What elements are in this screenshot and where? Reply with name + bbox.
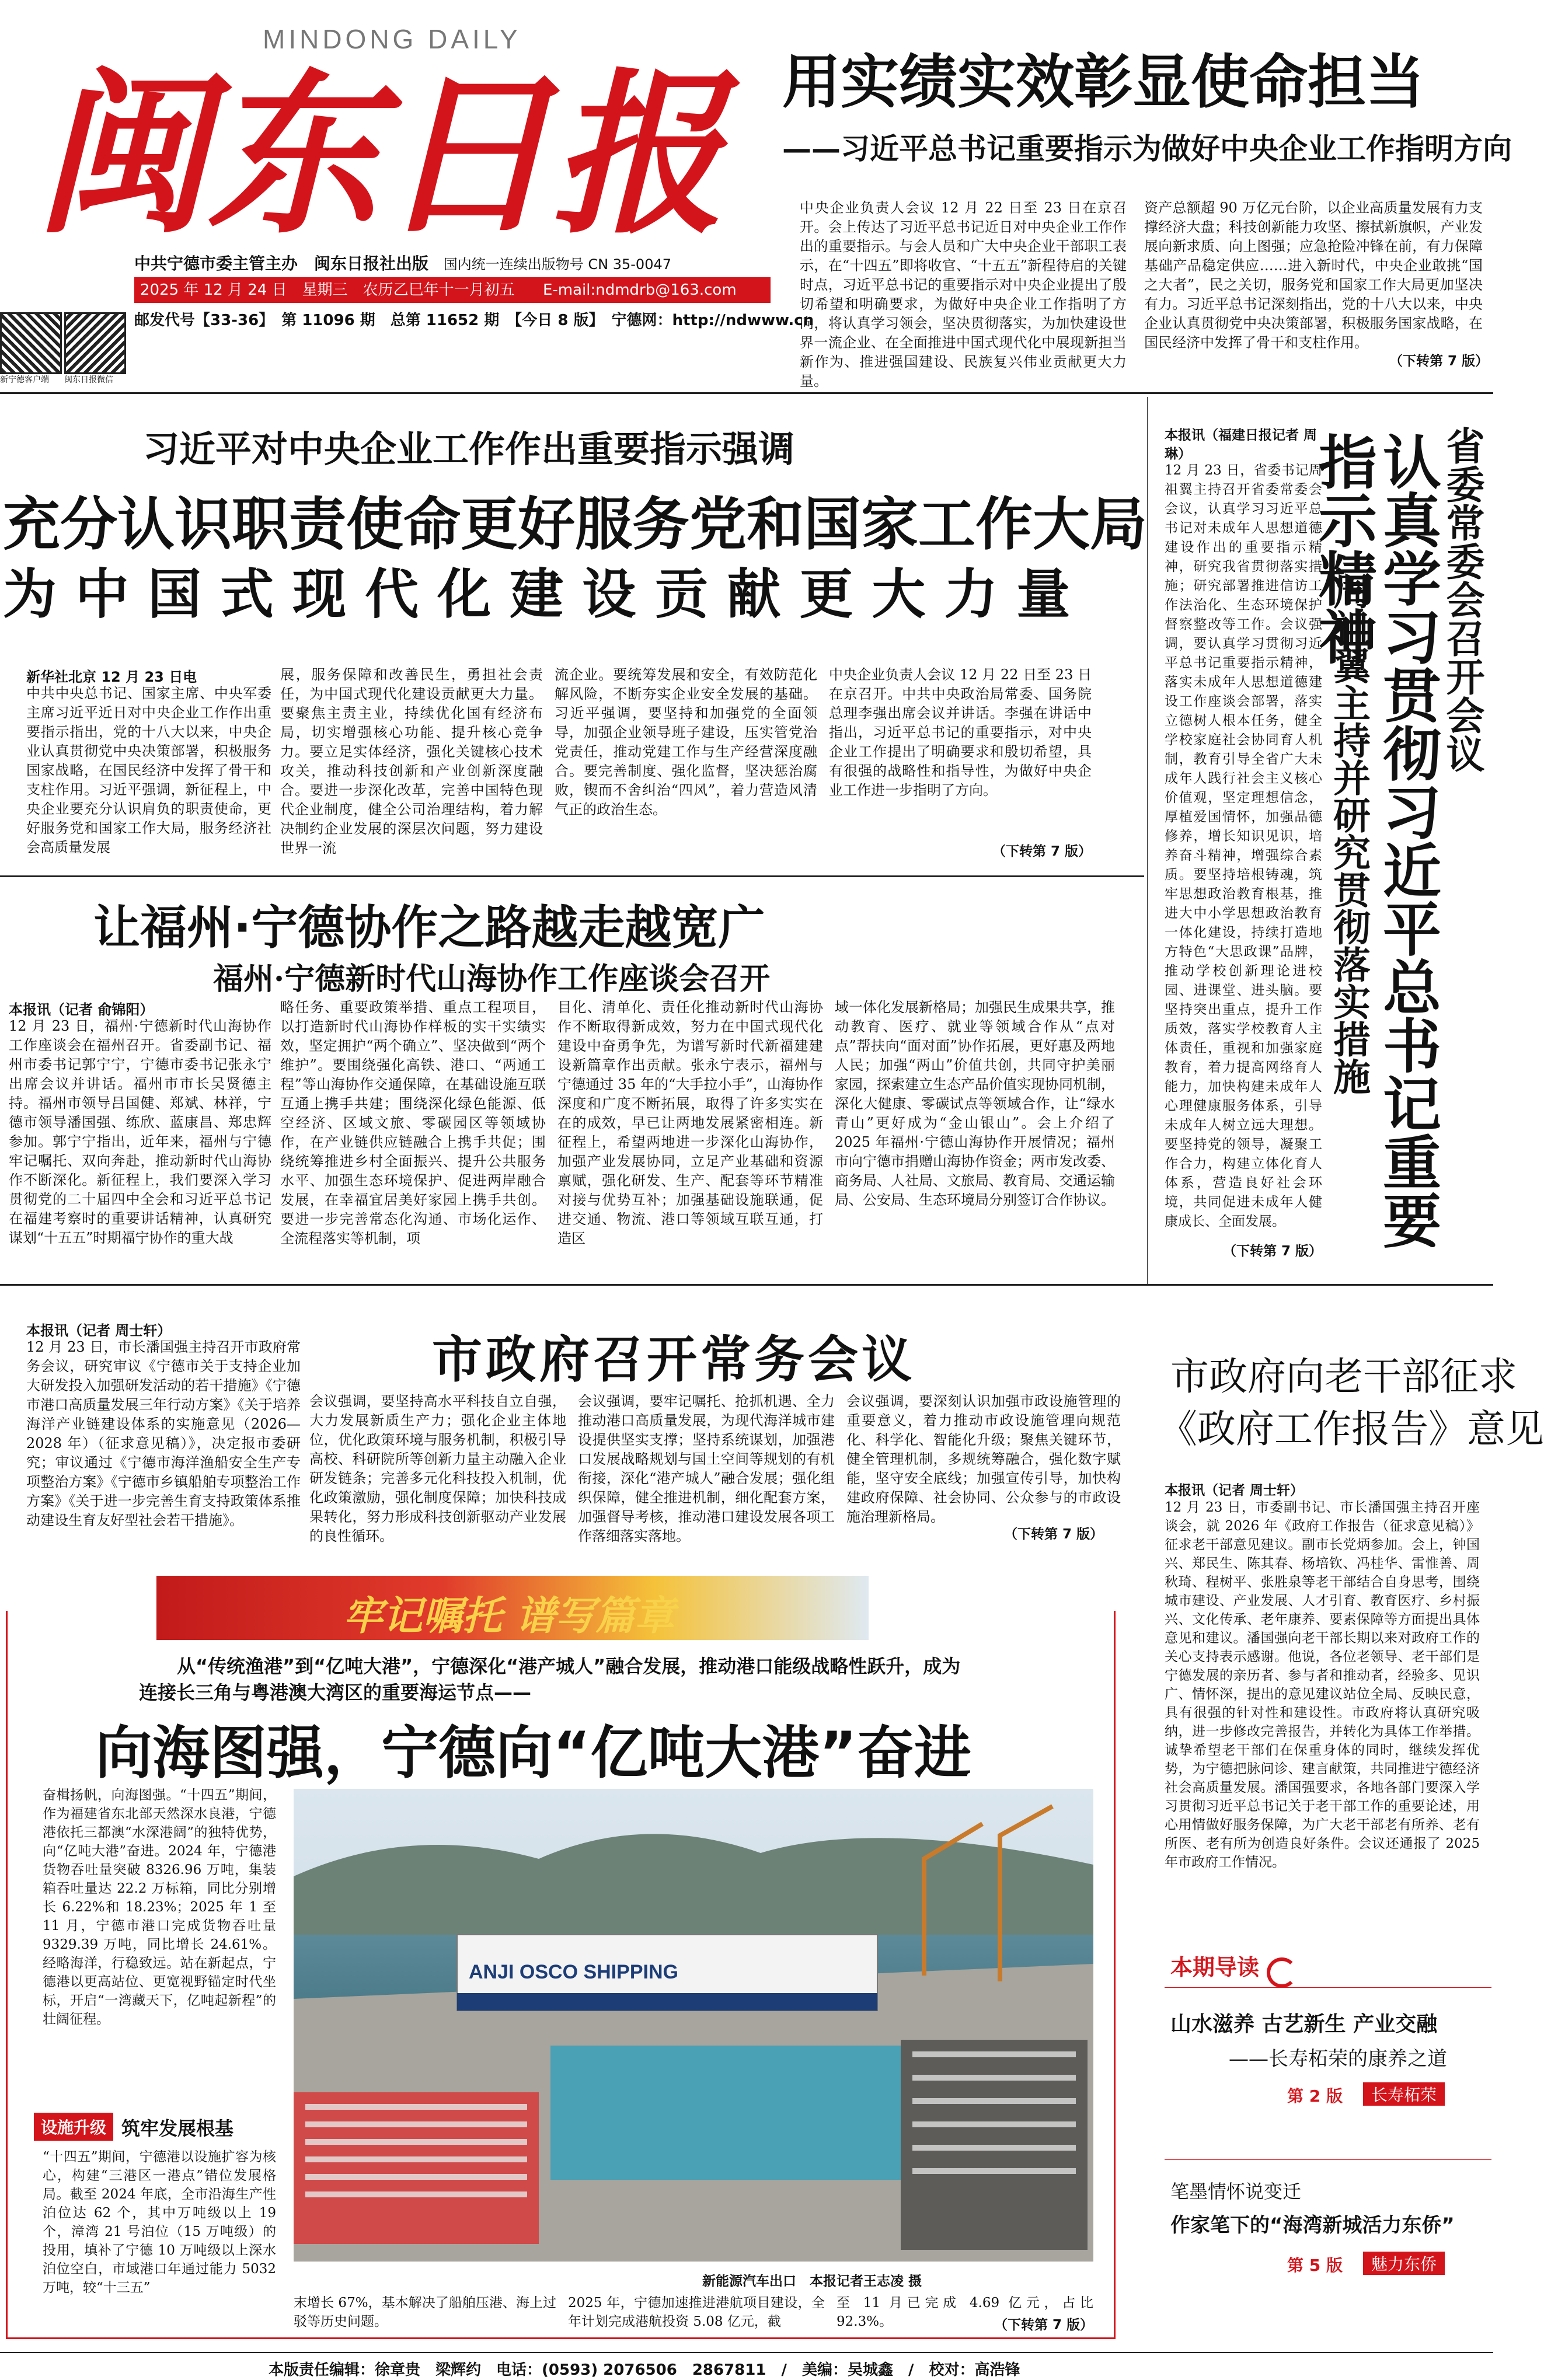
guide-item-1-page: 第 2 版 bbox=[1287, 2086, 1343, 2106]
feature-section-title: 筑牢发展根基 bbox=[121, 2117, 234, 2140]
cadres-headline-2: 《政府工作报告》意见 bbox=[1159, 1407, 1544, 1451]
council-column-3: 会议强调，要牢记嘱托、抢抓机遇、全力推动港口高质量发展，为现代海洋城市建设提供坚实支撑；坚持系统谋划，加强港口发展战略规划与国土空间等规划的有机衔接，深化“港产城人”融合发展；强化组织保障，健全推进机制，细化配套方案，加强督导考核，推动港口建设发展各项工作落细落实落地。 bbox=[578, 1393, 835, 1544]
date-line: 2025 年 12 月 24 日 星期三 农历乙巳年十一月初五 bbox=[140, 281, 515, 299]
guide-item-2-title: 作家笔下的“海湾新城活力东侨” bbox=[1170, 2214, 1455, 2237]
main-column-4: 中央企业负责人会议 12 月 22 日至 23 日在京召开。中共中央政治局常委、国务院总理李强出席会议并讲话。李强在讲话中指出，习近平总书记的重要指示，对中央企业工作提出了明确要求和殷切希望，具有很强的战略性和指导性，为做好中央企业工作进一步指明了方向。 bbox=[829, 666, 1092, 798]
feature-banner bbox=[156, 1576, 869, 1640]
council-dateline: 本报讯（记者 周士轩） bbox=[26, 1322, 172, 1339]
port-photo-illustration bbox=[294, 1789, 1093, 2262]
main-dateline: 新华社北京 12 月 23 日电 bbox=[26, 669, 197, 685]
province-headline: 认真学习贯彻习近平总书记重要指示精神 bbox=[1309, 432, 1441, 1249]
masthead-logo-calligraphy bbox=[35, 41, 743, 257]
feature-column-1: 奋楫扬帆，向海图强。“十四五”期间，作为福建省东北部天然深水良港，宁德港依托三都澳“水深港阔”的独特优势，向“亿吨大港”奋进。2024 年，宁德港货物吞吐量突破 8326.96 万吨，集装箱吞吐量达 22.2 万标箱，同比分别增长 6.22%和 18.23%；2025 年 1 至 11 月，宁德市港口完成货物吞吐量 9329.39 万吨，同比增长 24.61%。经略海洋，行稳致远。站在新起点，宁德港以更高站位、更宽视野锚定时代坐标，开启“一湾藏天下，亿吨起新程”的壮阔征程。 bbox=[43, 1788, 276, 2027]
lead-column-1: 中央企业负责人会议 12 月 22 日至 23 日在京召开。会上传达了习近平总书记近日对中央企业工作作出的重要指示。与会人员和广大中央企业干部职工表示，在“十四五”即将收官、“十五五”新程待启的关键时点，习近平总书记的重要指示对中央企业提出了殷切希望和明确要求，为做好中央企业工作指明了方向，将认真学习领会，坚决贯彻落实，为加快建设世界一流企业、在全面推进中国式现代化中展现新担当新作为、推进强国建设、民族复兴伟业贡献更大力量。 bbox=[800, 200, 1127, 389]
fuzhou-column-1: 12 月 23 日，福州·宁德新时代山海协作工作座谈会在福州召开。省委副书记、福州市委书记郭宁宁，宁德市委书记张永宁出席会议并讲话。福州市市长吴贤德主持。福州市领导吕国健、郑斌、林祥，宁德市领导潘国强、练欣、蓝康昌、郑忠辉参加。郭宁宁指出，近年来，福州与宁德牢记嘱托、双向奔赴，推动新时代山海协作不断深化。新征程上，我们要深入学习贯彻党的二十届四中全会和习近平总书记在福建考察时的重要讲话精神，认真研究谋划“十五五”时期福宁协作的重大战 bbox=[9, 1018, 271, 1246]
feature-column-3-tail: 2025 年，宁德加速推进港航项目建设，全年计划完成港航投资 5.08 亿元，截 bbox=[568, 2295, 825, 2329]
council-column-4: 会议强调，要深刻认识加强市政设施管理的重要意义，着力推动市政设施管理向规范化、科学化、智能化升级；聚焦关键环节，健全管理机制，多规统筹融合，强化数字赋能，坚守安全底线；加强宣传引导，加快构建政府保障、社会协同、公众参与的市政设施治理新格局。 bbox=[846, 1393, 1121, 1525]
guide-item-1[interactable] bbox=[1170, 2008, 1486, 2142]
main-headline-2: 为 中 国 式 现 代 化 建 设 贡 献 更 大 力 量 bbox=[3, 563, 1071, 626]
guide-box bbox=[1165, 1938, 1491, 2323]
feature-continued: （下转第 7 版） bbox=[994, 2318, 1094, 2333]
cadres-body: 12 月 23 日，市委副书记、市长潘国强主持召开座谈会，就 2026 年《政府工作报告（征求意见稿）》征求老干部意见建议。副市长党炳参加。会上，钟国兴、郑民生、陈其春、杨培钦、冯桂华、雷惟善、周秋琦、程树平、张胜泉等老干部结合自身思考，围绕城市建设、产业发展、人才引育、教育医疗、乡村振兴、文化传承、老年康养、要素保障等方面提出具体意见和建议。潘国强向老干部长期以来对政府工作的关心支持表示感谢。他说，各位老领导、老干部们是宁德发展的亲历者、参与者和推动者，经验多、见识广、情怀深，提出的意见建议站位全局、反映民意，具有很强的针对性和建设性。市政府将认真研究吸纳，进一步修改完善报告，并转化为具体工作举措。诚挚希望老干部们在保重身体的同时，继续发挥优势，为宁德把脉问诊、建言献策，共同推进宁德经济社会高质量发展。潘国强要求，各地各部门要深入学习贯彻习近平总书记关于老干部工作的重要论述，用心用情做好服务保障，为广大老干部老有所养、老有所医、老有所为创造良好条件。会议还通报了 2025 年市政府工作情况。 bbox=[1165, 1500, 1480, 1870]
guide-item-1-section: 长寿柘荣 bbox=[1363, 2082, 1445, 2106]
fuzhou-headline: 让福州·宁德协作之路越走越宽广 bbox=[93, 901, 765, 955]
fuzhou-dateline: 本报讯（记者 俞锦阳） bbox=[9, 1001, 154, 1018]
council-continued: （下转第 7 版） bbox=[1004, 1527, 1104, 1542]
main-story bbox=[0, 397, 1148, 864]
port-photo bbox=[294, 1789, 1093, 2262]
svg-text:闽东日报: 闽东日报 bbox=[35, 51, 743, 257]
feature-headline: 向海图强，宁德向“亿吨大港”奋进 bbox=[95, 1720, 971, 1786]
photo-caption: 新能源汽车出口 本报记者王志凌 摄 bbox=[702, 2274, 922, 2289]
divider bbox=[0, 1284, 1493, 1286]
province-story bbox=[1153, 403, 1493, 1278]
guide-swirl-icon bbox=[1267, 1957, 1297, 1988]
cadres-dateline: 本报讯（记者 周士轩） bbox=[1165, 1483, 1304, 1498]
guide-item-2[interactable] bbox=[1170, 2177, 1486, 2305]
divider bbox=[0, 392, 1493, 394]
main-continued: （下转第 7 版） bbox=[992, 844, 1092, 859]
province-continued: （下转第 7 版） bbox=[1223, 1244, 1323, 1259]
qr-code-app-caption: 新宁德客户端 bbox=[0, 375, 49, 385]
main-column-2: 展，服务保障和改善民生，勇担社会责任，为中国式现代化建设贡献更大力量。要聚焦主责主业，持续优化国有经济布局，切实增强核心功能、提升核心竞争力。要立足实体经济，强化关键核心技术攻关，推动科技创新和产业创新深度融合。要进一步深化改革，完善中国特色现代企业制度，健全公司治理结构，着力解决制约企业发展的深层次问题，努力建设世界一流 bbox=[280, 666, 543, 856]
guide-title-text: 本期导读 bbox=[1170, 1955, 1260, 1980]
cadres-story bbox=[1153, 1287, 1544, 1917]
guide-divider bbox=[1165, 2159, 1491, 2160]
fuzhou-column-4: 域一体化发展新格局；加强民生成果共享，推动教育、医疗、就业等领域合作从“点对点”帮扶向“面对面”协作拓展，更好惠及两地人民；加强“两山”价值共创，共同守护美丽家园，探索建立生态产品价值实现协同机制，深化大健康、零碳试点等领域合作，让“绿水青山”更好成为“金山银山”。会上介绍了 2025 年福州·宁德山海协作开展情况；福州市向宁德市捐赠山海协作资金；两市发改委、商务局、人社局、文旅局、教育局、交通运输局、公安局、生态环境局分别签订合作协议。 bbox=[835, 999, 1115, 1208]
feature-column-2-tail: 末增长 67%，基本解决了船舶压港、海上过驳等历史问题。 bbox=[294, 2295, 556, 2329]
fuzhou-column-3: 目化、清单化、责任化推动新时代山海协作不断取得新成效，努力在中国式现代化建设中奋勇争先，为谱写新时代新福建建设新篇章作出贡献。张永宁表示，福州与宁德通过 35 年的“大手拉小手”，山海协作深度和广度不断拓展，取得了许多实实在在的成效，早已让两地发展紧密相连。新征程上，希望两地进一步深化山海协作，加强产业发展协同，立足产业基础和资源禀赋，强化研发、生产、配套等环节精准对接与优势互补；加强基础设施联通，促进交通、物流、港口等领域互联互通，打造区 bbox=[557, 999, 823, 1247]
lead-column-2: 资产总额超 90 万亿元台阶，以企业高质量发展有力支撑经济大盘；科技创新能力攻坚、擦拭新旗帜，产业发展向新求质、向上图强；应急抢险冲锋在前，有力保障基础产品稳定供应……进入新时代，中央企业敢挑“国之大者”，民之关切，服务党和国家工作大局更加坚决有力。习近平总书记深刻指出，党的十八大以来，中央企业认真贯彻党中央决策部署，积极服务国家战略，在国民经济中发挥了骨干和支柱作用。 bbox=[1144, 200, 1483, 351]
qr-code-wechat[interactable] bbox=[64, 312, 126, 374]
qr-code-wechat-caption: 闽东日报微信 bbox=[64, 375, 113, 385]
main-column-3: 流企业。要统筹发展和安全，有效防范化解风险，不断夯实企业安全发展的基础。习近平强调，要坚持和加强党的全面领导，加强企业领导班子建设，压实管党治党责任，推动党建工作与生产经营深度融合。要完善制度、强化监督，坚决惩治腐败，锲而不舍纠治“四风”，着力营造风清气正的政治生态。 bbox=[555, 666, 817, 818]
council-headline: 市政府召开常务会议 bbox=[432, 1331, 915, 1389]
lead-story bbox=[782, 23, 1512, 389]
feature-story bbox=[6, 1593, 1116, 2339]
masthead-logo bbox=[35, 41, 743, 257]
fuzhou-story bbox=[0, 878, 1144, 1275]
ship-name: ANJI OSCO SHIPPING bbox=[469, 1961, 678, 1983]
council-column-1: 12 月 23 日，市长潘国强主持召开市政府常务会议，研究审议《宁德市关于支持企业加大研发投入加强研发活动的若干措施》《宁德市港口高质量发展三年行动方案》《关于培养海洋产业链建设体系的实施意见（2026—2028 年）（征求意见稿）》，决定报市委研究；审议通过《宁德市海洋渔船安全生产专项整治方案》《宁德市乡镇船舶专项整治工作方案》《关于进一步完善生育支持政策体系推动建设生育友好型社会若干措施》。 bbox=[26, 1339, 301, 1528]
guide-title bbox=[1170, 1949, 1297, 1978]
guide-item-2-section: 魅力东侨 bbox=[1363, 2252, 1445, 2275]
guide-item-1-title: 山水滋养 古艺新生 产业交融 bbox=[1170, 2012, 1438, 2036]
feature-section-badge: 设施升级 bbox=[34, 2113, 113, 2141]
feature-intro-1: 从“传统渔港”到“亿吨大港”，宁德深化“港产城人”融合发展，推动港口能级战略性跃升，成为 bbox=[177, 1655, 961, 1677]
date-bar bbox=[134, 277, 771, 303]
guide-item-1-subtitle: ——长寿柘荣的康养之道 bbox=[1229, 2047, 1447, 2071]
council-column-2: 会议强调，要坚持高水平科技自立自强，大力发展新质生产力；强化企业主体地位，优化政策环境与服务机制，积极引导高校、科研院所等创新力量主动融入企业研发链条；完善多元化科技投入机制，优化政策激励，强化制度保障；加快科技成果转化，努力形成科技创新驱动产业发展的良性循环。 bbox=[309, 1393, 566, 1544]
province-dateline: 本报讯（福建日报记者 周琳） bbox=[1165, 428, 1318, 462]
feature-intro-2: 连接长三角与粤港澳大湾区的重要海运节点—— bbox=[139, 1681, 532, 1704]
province-subhead: 周祖翼主持并研究贯彻落实措施 bbox=[1327, 572, 1371, 1095]
feature-column-4-tail: 至 11 月已完成 4.69 亿元，占比 92.3%。 bbox=[837, 2295, 1093, 2329]
divider bbox=[0, 875, 1144, 877]
masthead-english-name: MINDONG DAILY bbox=[263, 24, 521, 54]
fuzhou-column-2: 略任务、重要政策举措、重点工程项目，以打造新时代山海协作样板的实干实绩实效，坚定拥护“两个确立”、坚决做到“两个维护”。要围绕强化高铁、港口、“两通工程”等山海协作交通保障，在基础设施互联互通上携手共建；围绕深化绿色能源、低空经济、区域文旅、零碳园区等领域协作，在产业链供应链融合上携手共促；围绕统筹推进乡村全面振兴、提升公共服务水平、加强生态环境保护、促进两岸融合发展，在幸福宜居美好家园上携手共创。要进一步完善常态化沟通、市场化运作、全流程落实等机制，项 bbox=[280, 999, 546, 1247]
lead-title: 用实绩实效彰显使命担当 bbox=[782, 48, 1424, 116]
guide-item-2-kicker: 笔墨情怀说变迁 bbox=[1170, 2180, 1302, 2203]
publisher-line bbox=[134, 251, 671, 274]
postal-line: 邮发代号【33-36】 第 11096 期 总第 11652 期 【今日 8 版】 宁德网：http://ndwww.cn bbox=[134, 312, 814, 329]
qr-code-app[interactable] bbox=[0, 312, 62, 374]
guide-divider bbox=[1165, 1987, 1491, 1988]
footer-divider bbox=[0, 2352, 1493, 2353]
cn-number: 国内统一连续出版物号 CN 35-0047 bbox=[443, 256, 672, 273]
province-kicker: 省委常委会召开会议 bbox=[1440, 426, 1485, 773]
province-body: 12 月 23 日，省委书记周祖翼主持召开省委常委会会议，认真学习习近平总书记对未成年人思想道德建设作出的重要指示精神，研究我省贯彻落实措施；研究部署推进信访工作法治化、生态环境保护督察整改等工作。会议强调，要认真学习贯彻习近平总书记重要指示精神，落实未成年人思想道德建设工作座谈会部署，落实立德树人根本任务，健全学校家庭社会协同育人机制，教育引导全省广大未成年人践行社会主义核心价值观，坚定理想信念，厚植爱国情怀，加强品德修养，增长知识见识，培养奋斗精神，增强综合素质。要坚持培根铸魂，筑牢思想政治教育根基，推进大中小学思想政治教育一体化建设，持续打造地方特色“大思政课”品牌，推动学校创新理论进校园、进课堂、进头脑。要坚持突出重点，提升工作质效，落实学校教育人主体责任，重视和加强家庭教育，着力提高网络育人能力，加快构建未成年人心理健康服务体系，引导未成年人树立远大理想。要坚持党的领导，凝聚工作合力，构建立体化育人体系，营造良好社会环境，共同促进未成年人健康成长、全面发展。 bbox=[1165, 463, 1322, 1229]
email-link[interactable]: E-mail:ndmdrb@163.com bbox=[542, 281, 737, 299]
feature-column-1b: “十四五”期间，宁德港以设施扩容为核心，构建“三港区一港点”错位发展格局。截至 2024 年底，全市沿海生产性泊位达 62 个，其中万吨级以上 19 个，漳湾 21 号泊位（15 万吨级）的投用，填补了宁德 10 万吨级以上深水泊位空白，市域港口年通过能力 5032 万吨，较“十三五” bbox=[43, 2149, 276, 2295]
main-kicker: 习近平对中央企业工作作出重要指示强调 bbox=[143, 428, 795, 470]
feature-banner-text: 牢记嘱托 谱写篇章 bbox=[343, 1593, 675, 1639]
cadres-headline-1: 市政府向老干部征求 bbox=[1170, 1354, 1517, 1399]
main-column-1: 中共中央总书记、国家主席、中央军委主席习近平近日对中央企业工作作出重要指示指出，党的十八大以来，中央企业认真贯彻党中央决策部署，积极服务国家战略，在国民经济中发挥了骨干和支柱作用。习近平强调，新征程上，中央企业要充分认识肩负的职责使命，更好服务党和国家工作大局，服务经济社会高质量发展 bbox=[26, 685, 271, 856]
lead-continued: （下转第 7 版） bbox=[1389, 354, 1489, 369]
council-story bbox=[0, 1287, 1144, 1544]
column-divider bbox=[1147, 397, 1148, 1284]
main-headline-1: 充分认识职责使命更好服务党和国家工作大局 bbox=[3, 491, 1148, 558]
guide-item-2-page: 第 5 版 bbox=[1287, 2256, 1343, 2275]
fuzhou-subhead: 福州·宁德新时代山海协作工作座谈会召开 bbox=[213, 961, 771, 997]
publisher-text: 中共宁德市委主管主办 闽东日报社出版 bbox=[134, 254, 429, 273]
footer-credits: 本版责任编辑：徐章贵 梁辉约 电话：(0593) 2076506 2867811 / 美编：吴城鑫 / 校对：高浩锋 bbox=[269, 2361, 1020, 2379]
lead-subtitle: ——习近平总书记重要指示为做好中央企业工作指明方向 bbox=[782, 132, 1512, 166]
